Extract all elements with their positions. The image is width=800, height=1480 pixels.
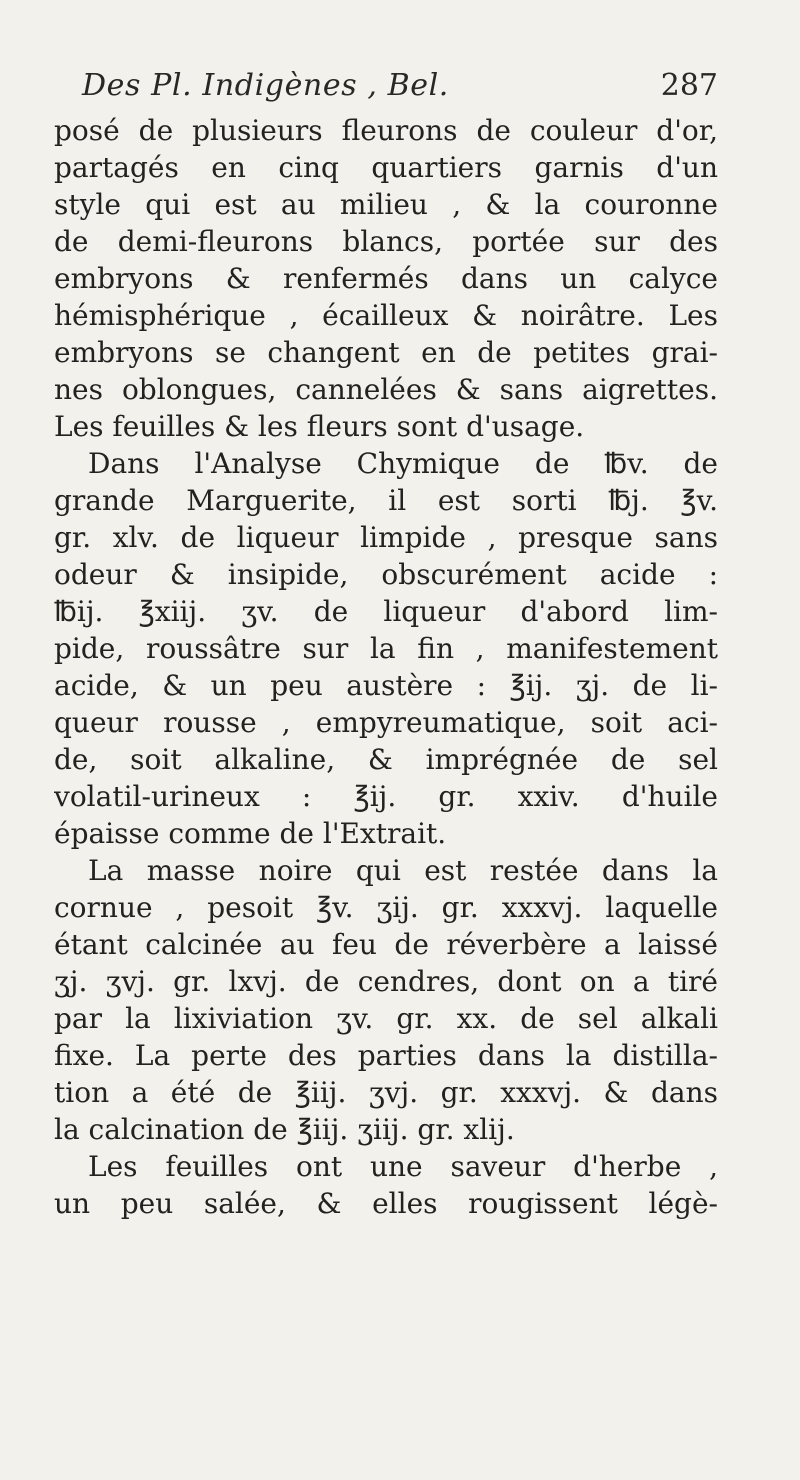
text-line: grande Marguerite, il est sorti ℔j. ℥v. xyxy=(54,484,718,517)
text-line: épaisse comme de l'Extrait. xyxy=(54,817,447,850)
text-line: de, soit alkaline, & imprégnée de sel xyxy=(54,743,718,776)
text-line: pide, roussâtre sur la fin , manifestement xyxy=(54,632,718,665)
text-line: embryons se changent en de petites grai- xyxy=(54,336,718,369)
text-line: embryons & renfermés dans un calyce xyxy=(54,262,718,295)
text-line: la calcination de ℥iij. ʒiij. gr. xlij. xyxy=(54,1113,515,1146)
text-line: partagés en cinq quartiers garnis d'un xyxy=(54,151,718,184)
body-text xyxy=(54,112,718,1222)
text-line: volatil-urineux : ℥ij. gr. xxiv. d'huile xyxy=(54,780,718,813)
paragraph-start-line: Les feuilles ont une saveur d'herbe , xyxy=(88,1150,718,1183)
text-line: cornue , pesoit ℥v. ʒij. gr. xxxvj. laquelle xyxy=(54,891,718,924)
text-line: par la lixiviation ʒv. gr. xx. de sel alkali xyxy=(54,1002,718,1035)
text-line: Les feuilles & les fleurs sont d'usage. xyxy=(54,410,585,443)
paragraph-start-line: La masse noire qui est restée dans la xyxy=(88,854,718,887)
text-line: fixe. La perte des parties dans la distilla- xyxy=(54,1039,718,1072)
text-line: ℔ij. ℥xiij. ʒv. de liqueur d'abord lim- xyxy=(54,595,718,628)
text-line: queur rousse , empyreumatique, soit aci- xyxy=(54,706,718,739)
text-line: posé de plusieurs fleurons de couleur d'or, xyxy=(54,114,718,147)
running-head: Des Pl. Indigènes , Bel. xyxy=(82,68,449,103)
text-line: un peu salée, & elles rougissent légè- xyxy=(54,1187,718,1220)
text-line: tion a été de ℥iij. ʒvj. gr. xxxvj. & dans xyxy=(54,1076,718,1109)
page-number: 287 xyxy=(660,68,718,103)
text-line: acide, & un peu austère : ℥ij. ʒj. de li- xyxy=(54,669,718,702)
text-line: de demi-fleurons blancs, portée sur des xyxy=(54,225,718,258)
text-line: gr. xlv. de liqueur limpide , presque sans xyxy=(54,521,718,554)
text-line: style qui est au milieu , & la couronne xyxy=(54,188,718,221)
text-line: odeur & insipide, obscurément acide : xyxy=(54,558,718,591)
text-line: nes oblongues, cannelées & sans aigrettes. xyxy=(54,373,718,406)
paragraph-start-line: Dans l'Analyse Chymique de ℔v. de xyxy=(88,447,718,480)
text-line: étant calcinée au feu de réverbère a laissé xyxy=(54,928,718,961)
text-line: ʒj. ʒvj. gr. lxvj. de cendres, dont on a tiré xyxy=(54,965,718,998)
text-line: hémisphérique , écailleux & noirâtre. Les xyxy=(54,299,718,332)
